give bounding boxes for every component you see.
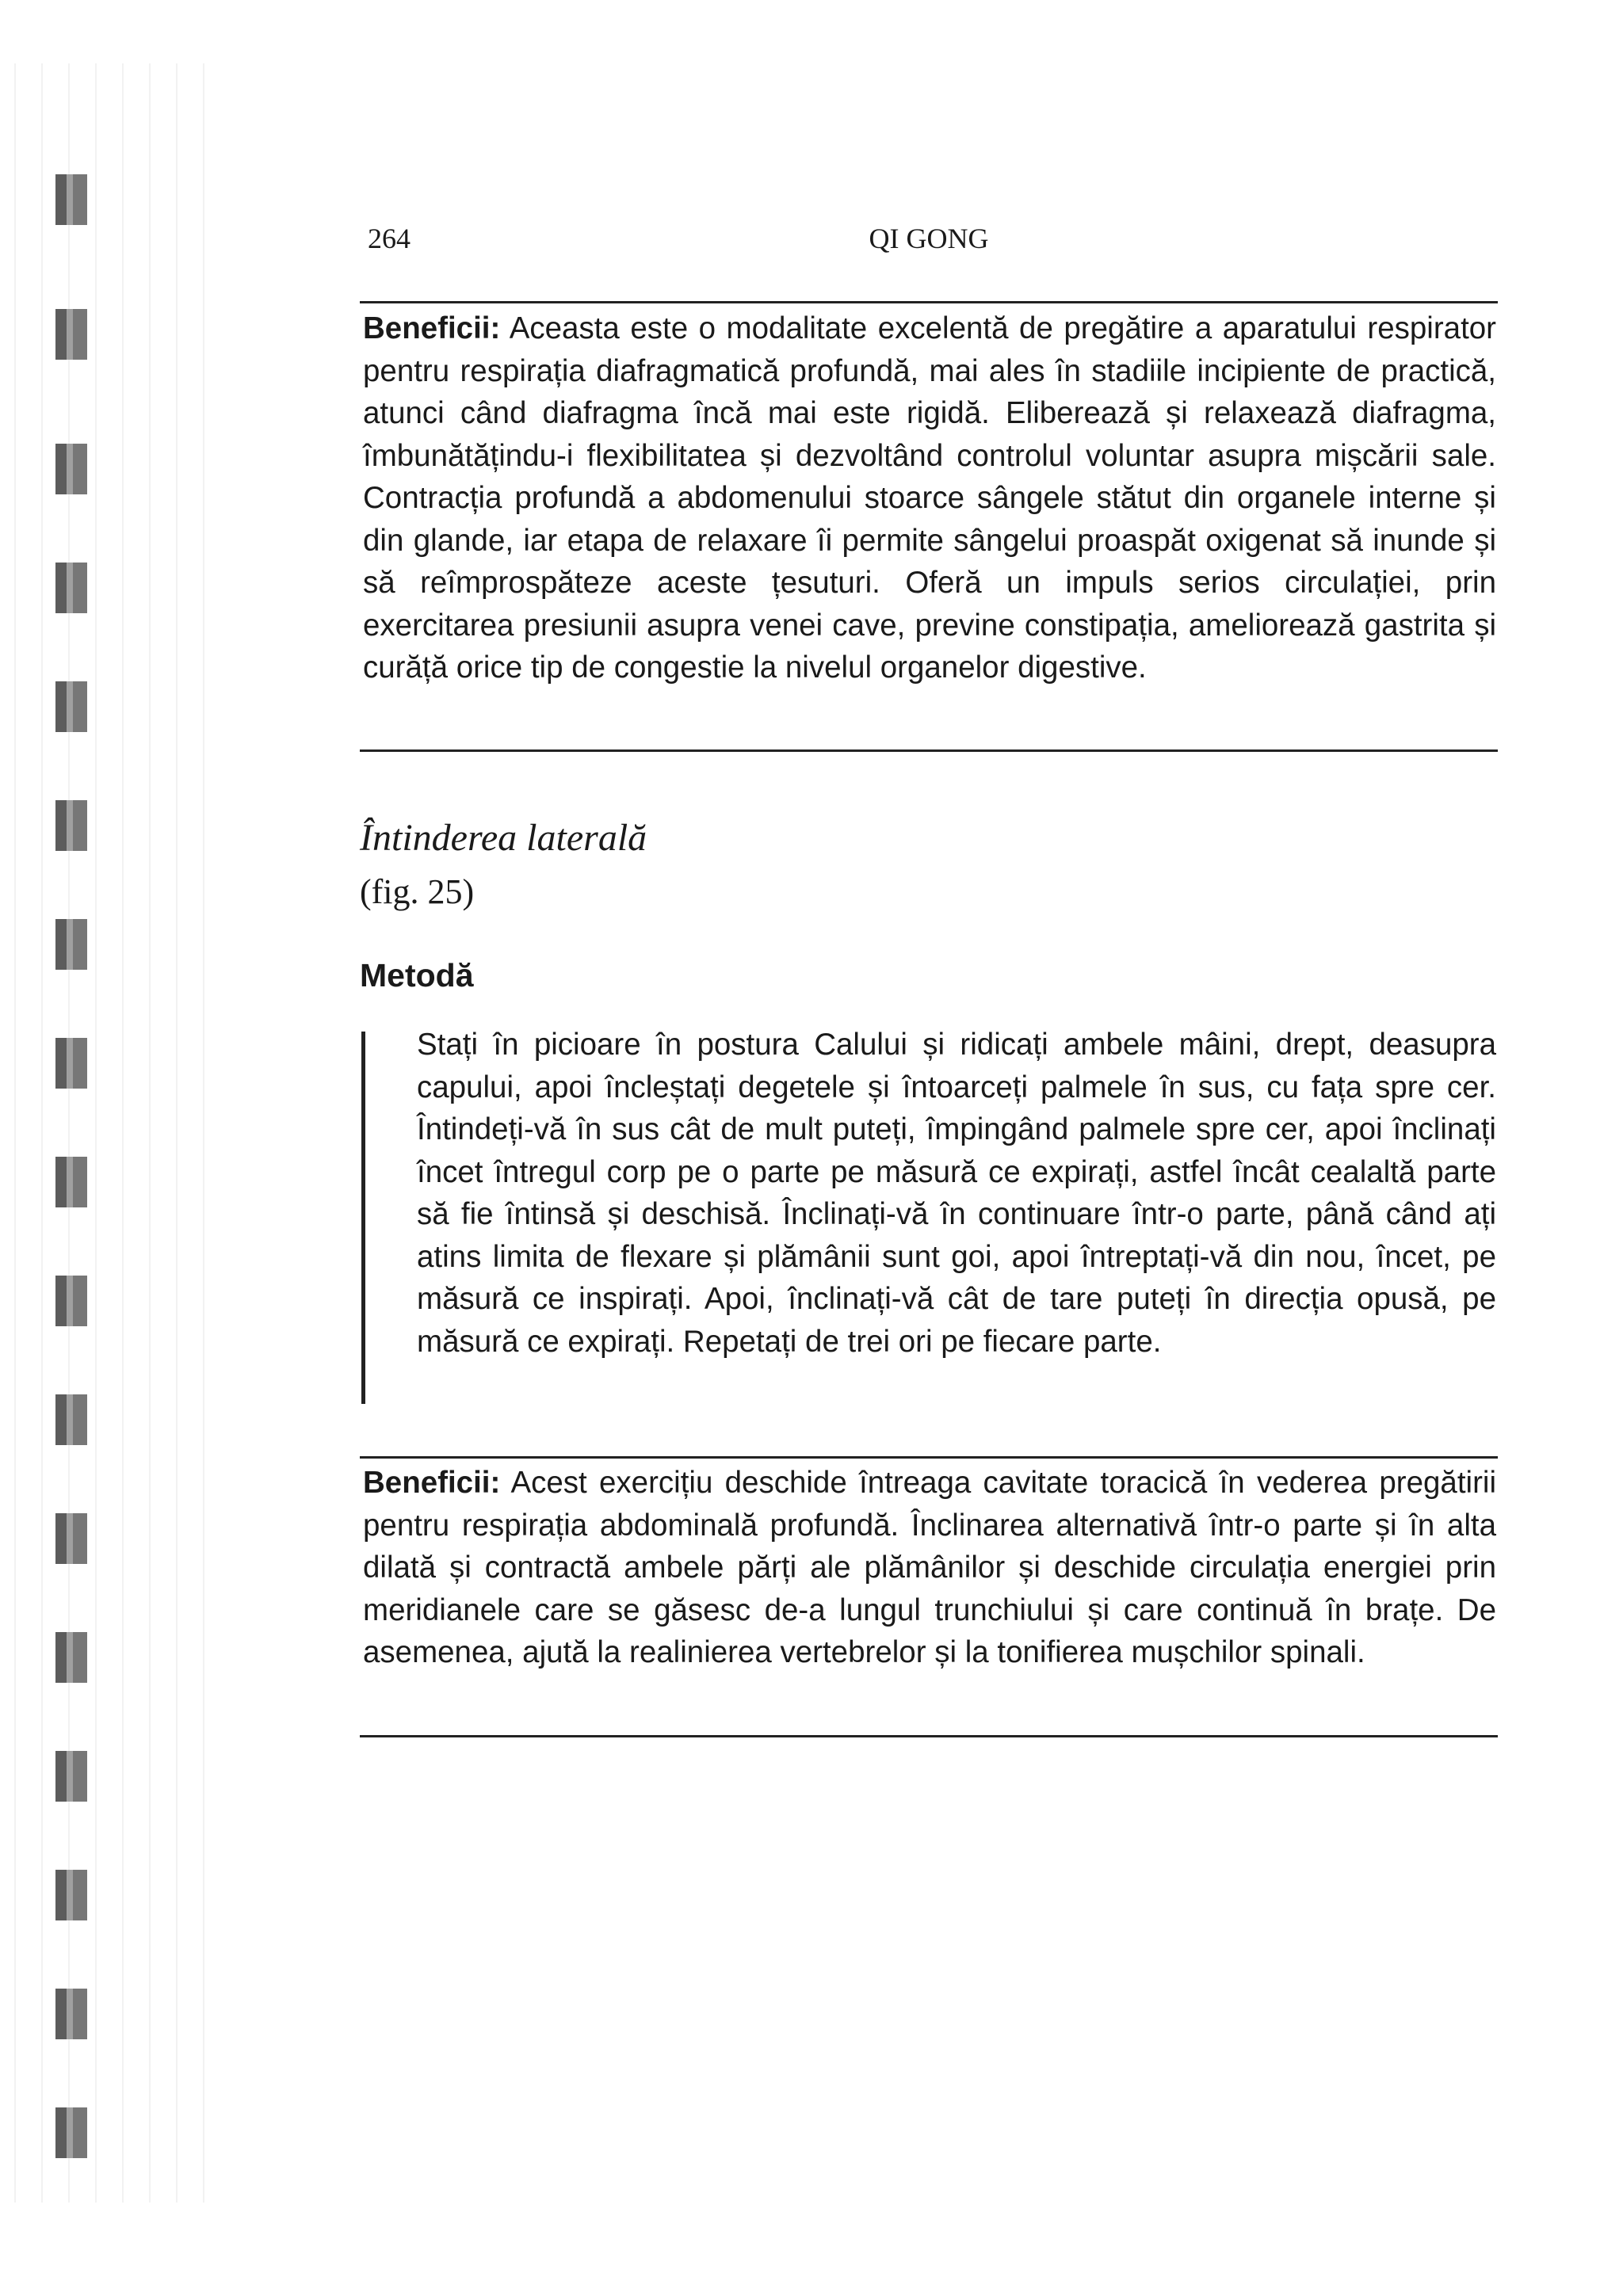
divider-rule xyxy=(360,301,1498,303)
binding-ring xyxy=(55,1276,103,1326)
benefits-label: Beneficii: xyxy=(363,1466,501,1500)
binding-ring xyxy=(55,2107,103,2158)
running-title: QI GONG xyxy=(869,223,989,254)
spiral-binding xyxy=(0,63,222,2203)
binding-ring xyxy=(55,309,103,360)
binding-ring xyxy=(55,1989,103,2039)
binding-ring xyxy=(55,563,103,613)
binding-ring xyxy=(55,1632,103,1683)
figure-reference: (fig. 25) xyxy=(360,872,475,911)
binding-ring xyxy=(55,444,103,494)
benefits-text: Acest exercițiu deschide întreaga cavitate toracică în vederea pregătirii pentru respirația abdominală profundă. Înclinarea alternativă într-o parte și în alta dilată și contractă ambele părți ale plămânilor și deschide circulația energiei prin meridianele care se găsesc de-a lungul trunchiului și care continuă în brațe. De asemenea, ajută la realinierea vertebrelor și la tonifierea mușchilor spinali. xyxy=(363,1466,1497,1669)
benefits-text: Aceasta este o modalitate excelentă de pregătire a aparatului respirator pentru respirația diafragmatică profundă, mai ales în stadiile incipiente de practică, atunci când diafragma încă mai este rigidă. Eliberează și relaxează diafragma, îmbunătățindu-i flexibilitatea și dezvoltând controlul voluntar asupra mișcării sale. Contracția profundă a abdomenului stoarce sângele stătut din organele interne și din glande, iar etapa de relaxare îi permite sângelui proaspăt oxigenat să inunde și să reîmprospăteze aceste țesuturi. Oferă un impuls serios circulației, prin exercitarea presiunii asupra venei cave, previne constipația, ameliorează gastrita și curăță orice tip de congestie la nivelul organelor digestive. xyxy=(363,311,1496,685)
method-side-bar xyxy=(361,1032,365,1404)
exercise-title: Întinderea laterală xyxy=(360,817,647,859)
binding-ring xyxy=(55,1394,103,1445)
binding-ring xyxy=(55,1157,103,1207)
binding-ring xyxy=(55,174,103,225)
page-number: 264 xyxy=(368,223,411,254)
divider-rule xyxy=(360,749,1498,752)
binding-ring xyxy=(55,800,103,851)
benefits-paragraph-2 xyxy=(363,1462,1496,1674)
divider-rule xyxy=(360,1456,1498,1459)
binding-ring xyxy=(55,1870,103,1920)
binding-ring xyxy=(55,681,103,732)
page-header xyxy=(360,222,1498,261)
method-heading: Metodă xyxy=(360,957,474,994)
divider-rule xyxy=(360,1735,1498,1737)
binding-ring xyxy=(55,919,103,970)
method-paragraph: Stați în picioare în postura Calului și ridicați ambele mâini, drept, deasupra capului, apoi încleștați degetele și întoarceți palmele în sus, cu fața spre cer. Întindeți-vă în sus cât de mult puteți, împingând palmele spre cer, apoi înclinați încet întregul corp pe o parte pe măsură ce expirați, astfel încât cealaltă parte să fie întinsă și deschisă. Înclinați-vă în continuare într-o parte, până când ați atins limita de flexare și plămânii sunt goi, apoi întreptați-vă din nou, încet, pe măsură ce inspirați. Apoi, înclinați-vă cât de tare puteți în direcția opusă, pe măsură ce expirați. Repetați de trei ori pe fiecare parte. xyxy=(417,1028,1496,1359)
benefits-label: Beneficii: xyxy=(363,311,501,345)
binding-ring xyxy=(55,1751,103,1802)
binding-ring xyxy=(55,1038,103,1089)
benefits-paragraph-1 xyxy=(363,307,1496,689)
binding-ring xyxy=(55,1513,103,1564)
